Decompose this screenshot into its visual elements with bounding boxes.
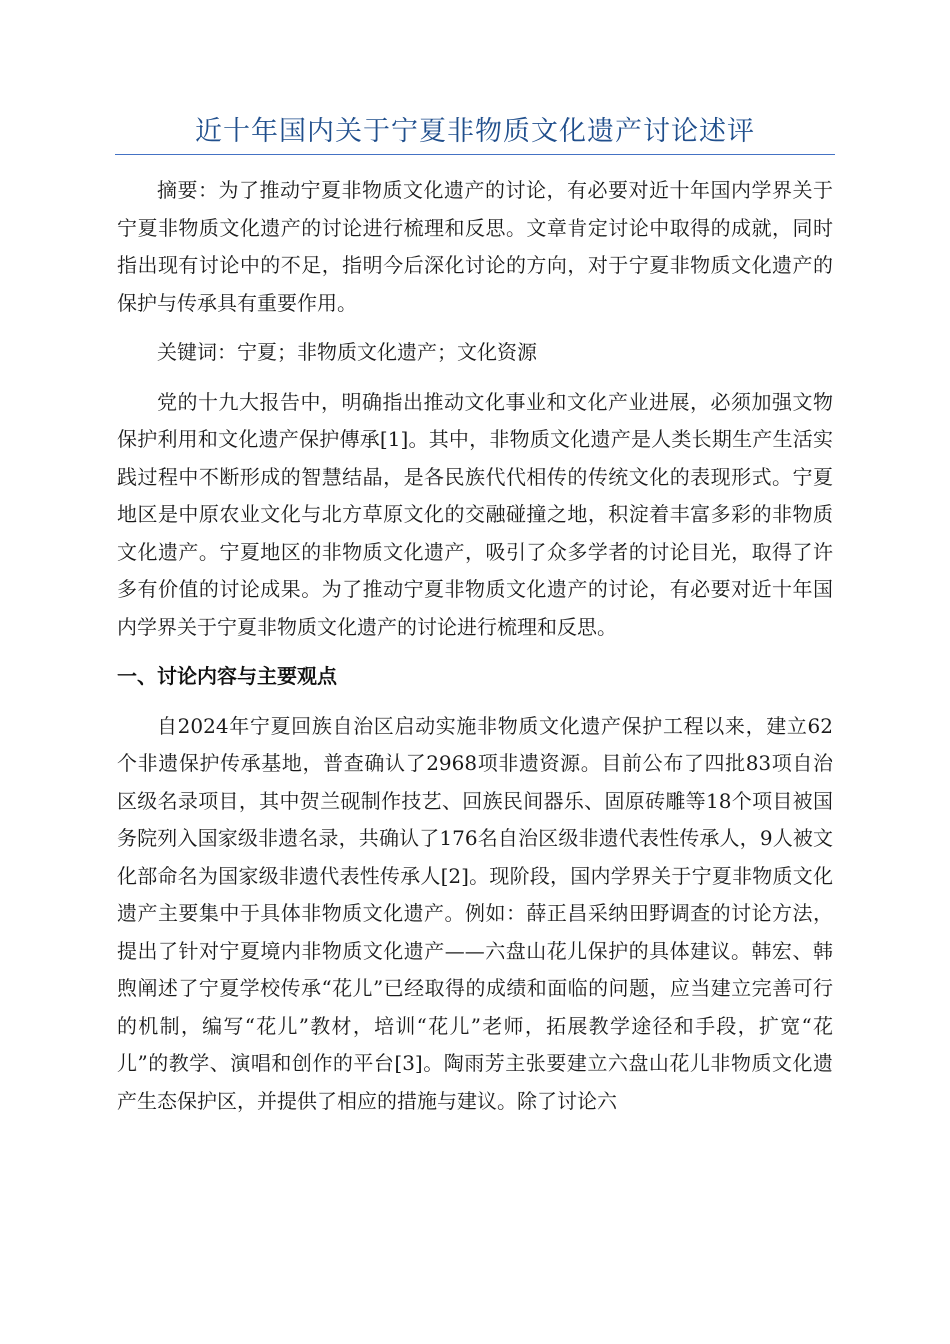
document-title: 近十年国内关于宁夏非物质文化遗产讨论述评 [195, 116, 755, 147]
title-underline [115, 154, 835, 155]
section-paragraph: 自2024年宁夏回族自治区启动实施非物质文化遗产保护工程以来，建立62个非遗保护传承基地，普查确认了2968项非遗资源。目前公布了四批83项自治区级名录项目，其中贺兰砚制作技艺、回族民间器乐、固原砖雕等18个项目被国务院列入国家级非遗名录，共确认了176名自治区级非遗代表性传承人，9人被文化部命名为国家级非遗代表性传承人[2]。现阶段，国内学界关于宁夏非物质文化遗产主要集中于具体非物质文化遗产。例如：薛正昌采纳田野调查的讨论方法，提出了针对宁夏境内非物质文化遗产——六盘山花儿保护的具体建议。韩宏、韩煦阐述了宁夏学校传承“花儿”已经取得的成绩和面临的问题，应当建立完善可行的机制，编写“花儿”教材，培训“花儿”老师，拓展教学途径和手段，扩宽“花儿”的教学、演唱和创作的平台[3]。陶雨芳主张要建立六盘山花儿非物质文化遗产生态保护区，并提供了相应的措施与建议。除了讨论六 [117, 713, 833, 1113]
section-heading: 一、讨论内容与主要观点 [117, 664, 337, 688]
intro-paragraph: 党的十九大报告中，明确指出推动文化事业和文化产业进展，必须加强文物保护利用和文化遗产保护傳承[1]。其中，非物质文化遗产是人类长期生产生活实践过程中不断形成的智慧结晶，是各民族代代相传的传统文化的表现形式。宁夏地区是中原农业文化与北方草原文化的交融碰撞之地，积淀着丰富多彩的非物质文化遗产。宁夏地区的非物质文化遗产，吸引了众多学者的讨论目光，取得了许多有价值的讨论成果。为了推动宁夏非物质文化遗产的讨论，有必要对近十年国内学界关于宁夏非物质文化遗产的讨论进行梳理和反思。 [117, 389, 833, 639]
document-body [117, 172, 833, 1132]
keywords-paragraph: 关键词：宁夏；非物质文化遗产；文化资源 [157, 340, 537, 364]
abstract-paragraph: 摘要：为了推动宁夏非物质文化遗产的讨论，有必要对近十年国内学界关于宁夏非物质文化遗产的讨论进行梳理和反思。文章肯定讨论中取得的成就，同时指出现有讨论中的不足，指明今后深化讨论的方向，对于宁夏非物质文化遗产的保护与传承具有重要作用。 [117, 178, 833, 315]
